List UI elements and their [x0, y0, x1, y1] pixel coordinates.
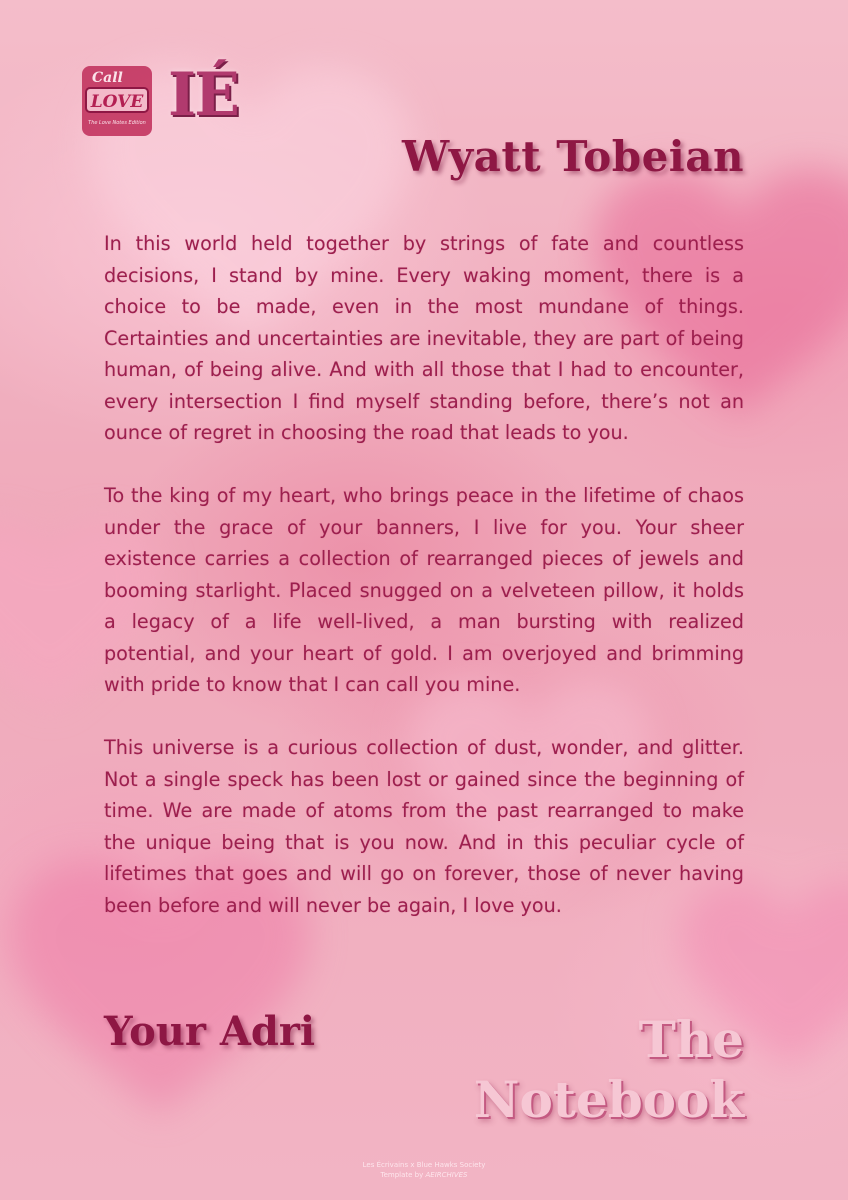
letter-signoff: Your Adri: [104, 1008, 316, 1055]
series-title: [474, 1010, 744, 1130]
call-love-logo-line1: Call: [92, 70, 123, 86]
letter-body: [104, 228, 744, 953]
letter-paragraph-2: To the king of my heart, who brings peace in the lifetime of chaos under the grace of your banners, I live for you. Your sheer existence carries a collection of rearranged pieces of jewels and booming starlight. Placed snugged on a velveteen pillow, it holds a legacy of a life well-lived, a man bursting with realized potential, and your heart of gold. I am overjoyed and brimming with pride to know that I can call you mine.: [104, 484, 744, 696]
footer-template-prefix: Template by: [380, 1171, 426, 1179]
footer-template-credit: AEIRCHIVES: [425, 1171, 468, 1179]
letter-paragraph-1: In this world held together by strings of fate and countless decisions, I stand by mine. Every waking moment, there is a choice to be made, even in the most mundane of things. Certainties and uncertainties are inevitable, they are part of being human, of being alive. And with all those that I had to encounter, every intersection I find myself standing before, there’s not an ounce of regret in choosing the road that leads to you.: [104, 232, 744, 444]
footer-line2: [0, 1170, 848, 1180]
series-title-line2: Notebook: [473, 1070, 744, 1129]
footer-credits: [0, 1160, 848, 1180]
footer-line1: Les Écrivains x Blue Hawks Society: [362, 1161, 486, 1169]
letter-paragraph-3: This universe is a curious collection of dust, wonder, and glitter. Not a single speck has been lost or gained since the beginning of time. We are made of atoms from the past rearranged to make the unique being that is you now. And in this peculiar cycle of lifetimes that goes and will go on forever, those of never having been before and will never be again, I love you.: [104, 736, 744, 917]
recipient-name: Wyatt Tobeian: [401, 132, 744, 181]
call-love-logo-line2: LOVE: [90, 92, 144, 112]
call-love-logo-line3: The Love Notes Edition: [88, 120, 146, 126]
series-title-line1: The: [638, 1010, 744, 1069]
ie-monogram-logo: IÉ: [168, 60, 238, 130]
call-love-logo: [78, 58, 156, 140]
